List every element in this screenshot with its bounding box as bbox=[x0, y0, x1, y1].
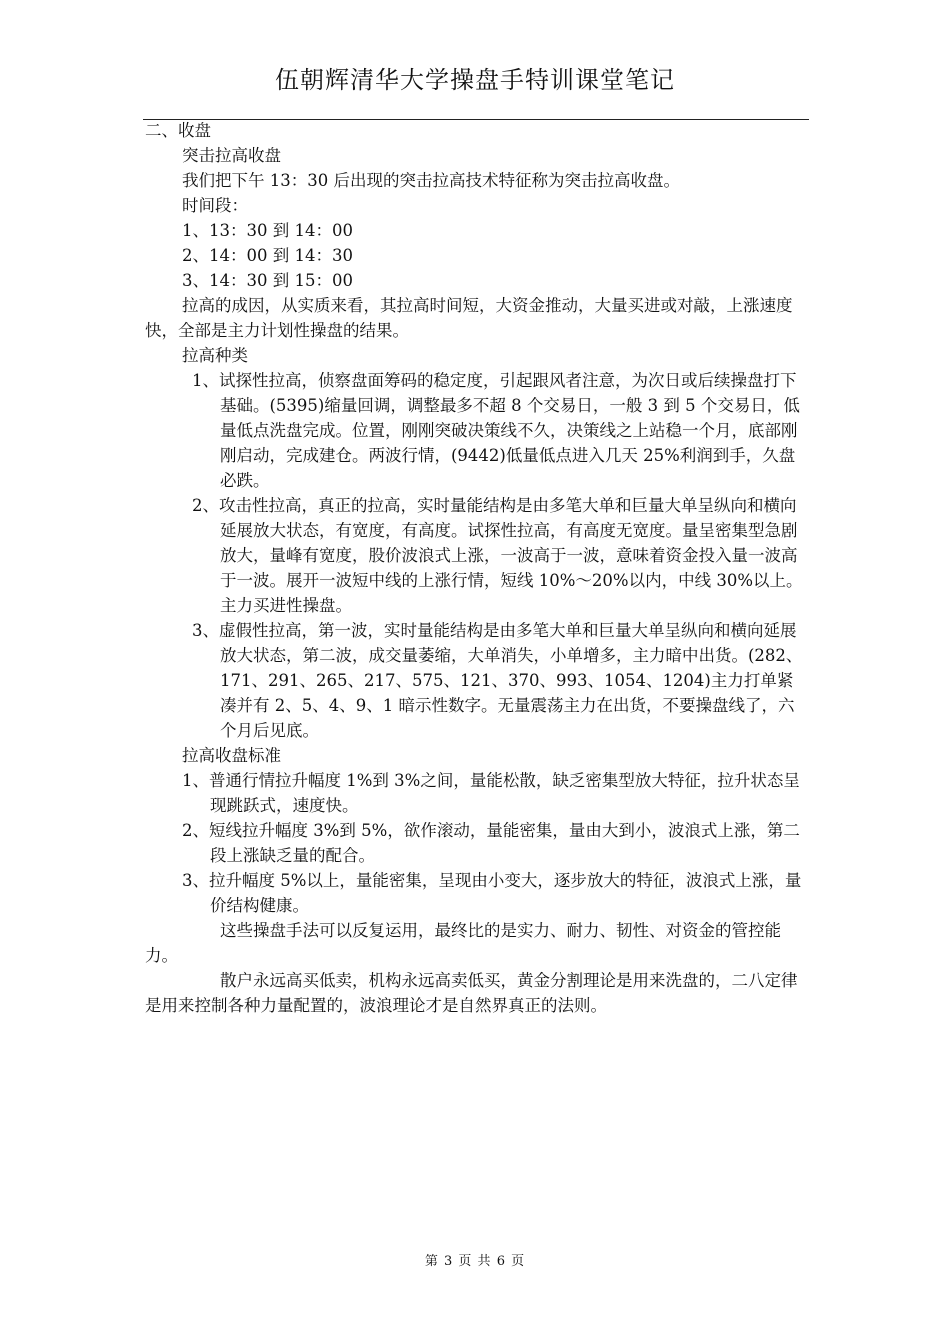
standards-heading: 拉高收盘标准 bbox=[182, 746, 281, 765]
time-label: 时间段： bbox=[182, 196, 248, 215]
document-body bbox=[145, 118, 809, 1018]
closing-paragraph: 散户永远高买低卖，机构永远高卖低买，黄金分割理论是用来洗盘的，二八定律是用来控制各种力量配置的，波浪理论才是自然界真正的法则。 bbox=[145, 971, 798, 1015]
page-number: 第 3 页 共 6 页 bbox=[424, 1254, 526, 1269]
standard-item: 1、普通行情拉升幅度 1%到 3%之间，量能松散，缺乏密集型放大特征，拉升状态呈现跳跃式，速度快。 bbox=[182, 771, 800, 815]
standard-item: 2、短线拉升幅度 3%到 5%，欲作滚动，量能密集，量由大到小，波浪式上涨，第二段上涨缺乏量的配合。 bbox=[182, 821, 800, 865]
section-heading: 二、收盘 bbox=[145, 121, 211, 140]
cause-paragraph: 拉高的成因，从实质来看，其拉高时间短，大资金推动，大量买进或对敲，上涨速度快，全部是主力计划性操盘的结果。 bbox=[145, 296, 793, 340]
time-item: 3、14：30 到 15：00 bbox=[182, 271, 353, 290]
summary-paragraph: 这些操盘手法可以反复运用，最终比的是实力、耐力、韧性、对资金的管控能力。 bbox=[145, 921, 781, 965]
type-item: 3、虚假性拉高，第一波，实时量能结构是由多笔大单和巨量大单呈纵向和横向延展放大状态，第二波，成交量萎缩，大单消失，小单增多，主力暗中出货。(282、171、291、265、217、575、121、370、993、1054、1204)主力打单紧凑并有 2、5、4、9、1 暗示性数字。无量震荡主力在出货，不要操盘线了，六个月后见底。 bbox=[192, 621, 803, 740]
intro-paragraph: 我们把下午 13：30 后出现的突击拉高技术特征称为突击拉高收盘。 bbox=[182, 171, 680, 190]
standard-item: 3、拉升幅度 5%以上，量能密集，呈现由小变大，逐步放大的特征，波浪式上涨，量价结构健康。 bbox=[182, 871, 802, 915]
time-item: 2、14：00 到 14：30 bbox=[182, 246, 353, 265]
types-heading: 拉高种类 bbox=[182, 346, 248, 365]
page-title: 伍朝辉清华大学操盘手特训课堂笔记 bbox=[275, 66, 675, 94]
type-item: 1、试探性拉高，侦察盘面筹码的稳定度，引起跟风者注意，为次日或后续操盘打下基础。(5395)缩量回调，调整最多不超 8 个交易日，一般 3 到 5 个交易日，低量低点洗盘完成。位置，刚刚突破决策线不久，决策线之上站稳一个月，底部刚刚启动，完成建仓。两波行情，(9442)低量低点进入几天 25%利润到手，久盘必跌。 bbox=[192, 371, 800, 490]
type-item: 2、攻击性拉高，真正的拉高，实时量能结构是由多笔大单和巨量大单呈纵向和横向延展放大状态，有宽度，有高度。试探性拉高，有高度无宽度。量呈密集型急剧放大，量峰有宽度，股价波浪式上涨，一波高于一波，意味着资金投入量一波高于一波。展开一波短中线的上涨行情，短线 10%～20%以内，中线 30%以上。主力买进性操盘。 bbox=[192, 496, 803, 615]
time-item: 1、13：30 到 14：00 bbox=[182, 221, 353, 240]
subheading: 突击拉高收盘 bbox=[182, 146, 281, 165]
